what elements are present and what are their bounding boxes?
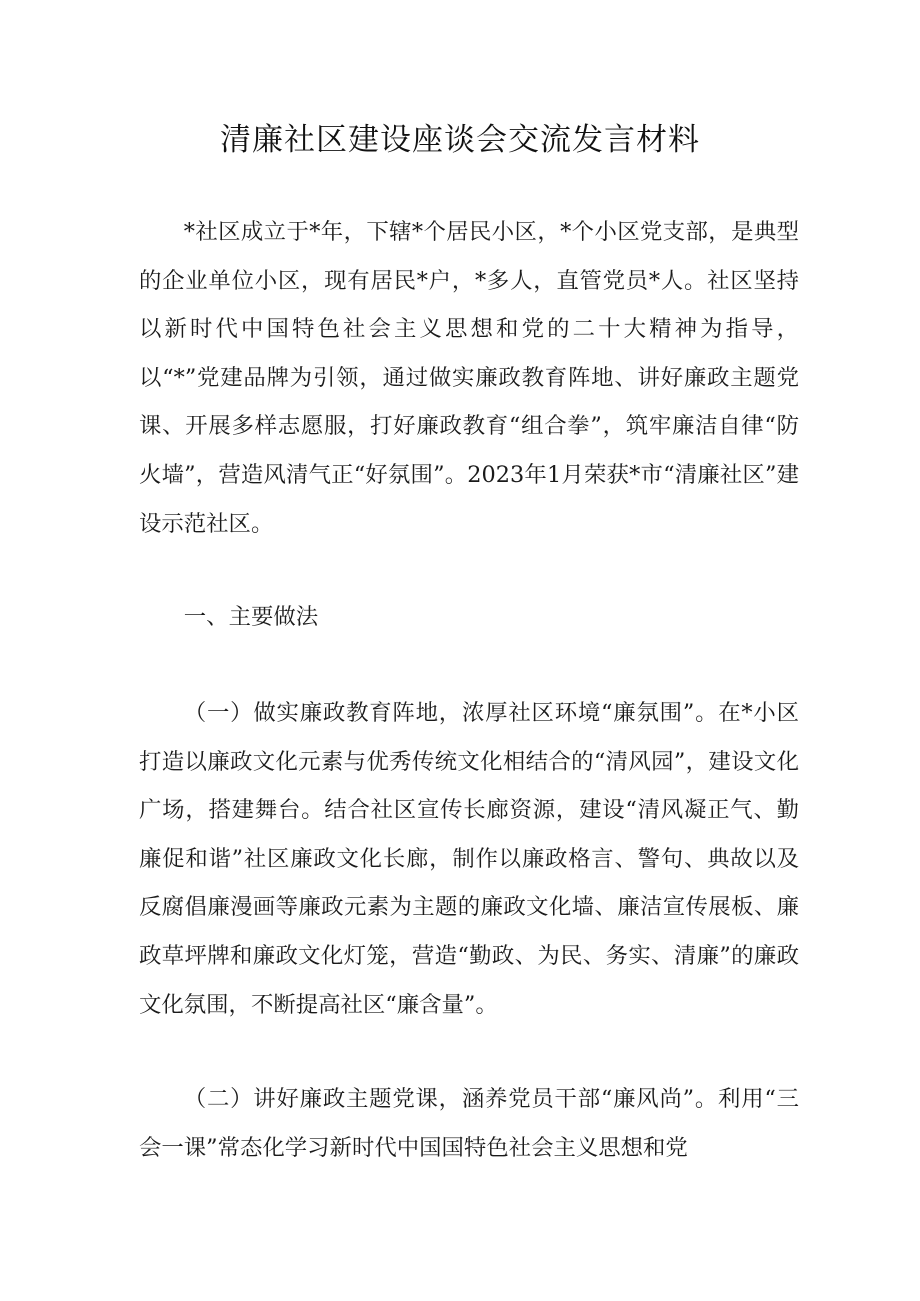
- paragraph-section-2: （二）讲好廉政主题党课，涵养党员干部“廉风尚”。利用“三会一课”常态化学习新时代中国国特色社会主义思想和党: [139, 1086, 799, 1161]
- section-heading-main-practices: 一、主要做法: [183, 604, 319, 630]
- document-title: 清廉社区建设座谈会交流发言材料: [220, 122, 700, 158]
- paragraph-section-1: （一）做实廉政教育阵地，浓厚社区环境“廉氛围”。在*小区打造以廉政文化元素与优秀传统文化相结合的“清风园”，建设文化广场，搭建舞台。结合社区宣传长廊资源，建设“清风凝正气、勤廉促和谐”社区廉政文化长廊，制作以廉政格言、警句、典故以及反腐倡廉漫画等廉政元素为主题的廉政文化墙、廉洁宣传展板、廉政草坪牌和廉政文化灯笼，营造“勤政、为民、务实、清廉”的廉政文化氛围，不断提高社区“廉含量”。: [139, 700, 799, 1018]
- paragraph-intro: *社区成立于*年，下辖*个居民小区，*个小区党支部，是典型的企业单位小区，现有居民*户，*多人，直管党员*人。社区坚持以新时代中国特色社会主义思想和党的二十大精神为指导，以“*”党建品牌为引领，通过做实廉政教育阵地、讲好廉政主题党课、开展多样志愿服，打好廉政教育“组合拳”，筑牢廉洁自律“防火墙”，营造风清气正“好氛围”。2023年1月荣获*市“清廉社区”建设示范社区。: [139, 219, 799, 537]
